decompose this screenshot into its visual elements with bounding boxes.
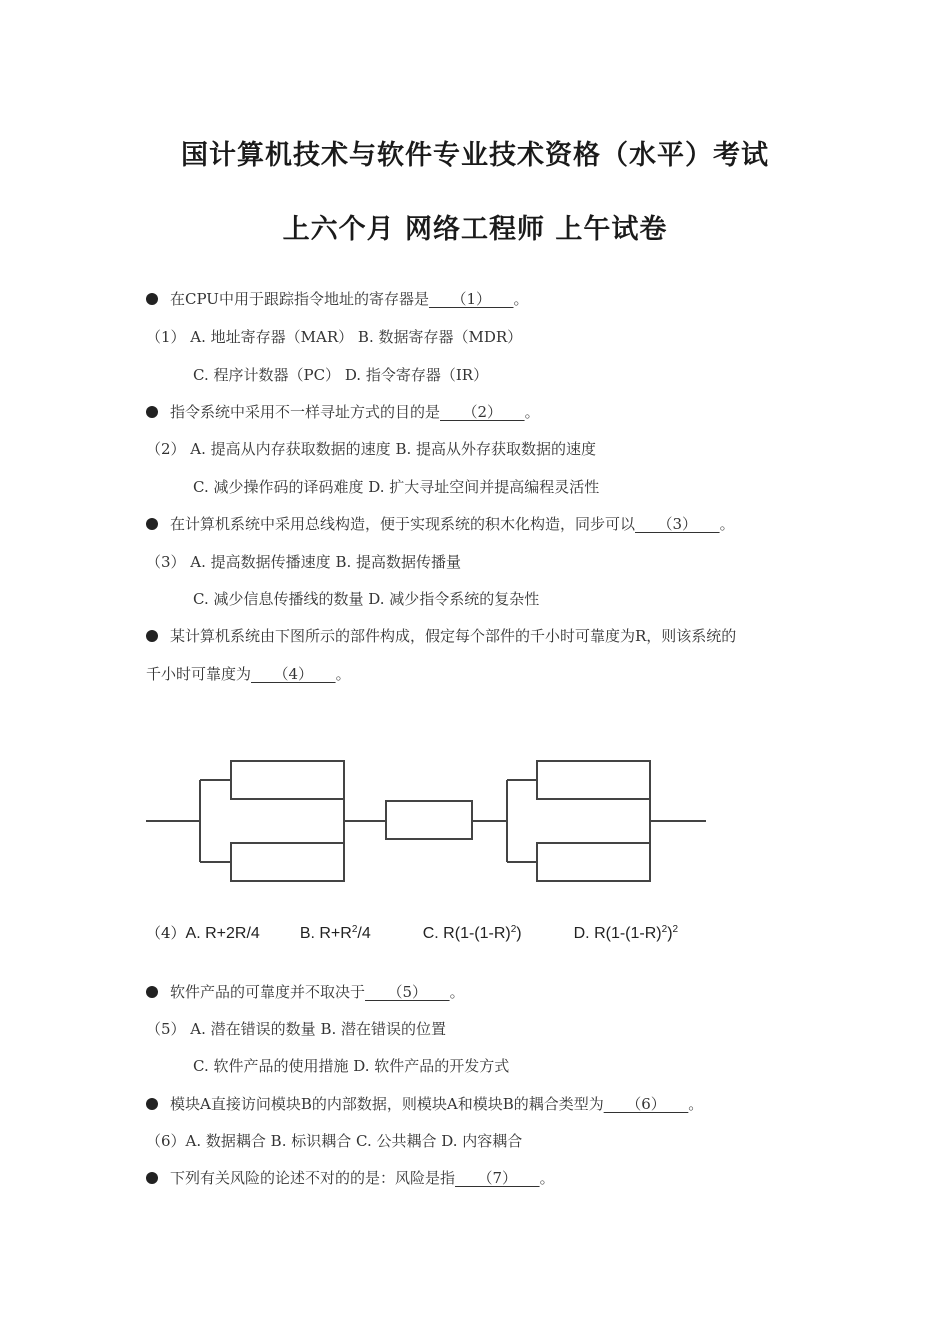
question-5-end: 。	[449, 983, 465, 1001]
question-2	[146, 401, 540, 422]
answer-blank-4: ___（4）___	[251, 665, 336, 683]
question-7	[146, 1167, 555, 1188]
option-d-exponent-inner: 2	[661, 923, 668, 935]
question-3-options-ab: （3） A. 提高数据传播速度 B. 提高数据传播量	[146, 553, 462, 571]
exam-title: 国计算机技术与软件专业技术资格（水平）考试	[181, 140, 769, 171]
question-1	[146, 288, 529, 309]
bullet-icon	[146, 406, 158, 418]
question-7-end: 。	[539, 1169, 555, 1187]
component-box-left-bottom	[231, 843, 344, 881]
exam-subtitle: 上六个月 网络工程师 上午试卷	[282, 214, 668, 245]
question-2-options-cd: C. 减少操作码的译码难度 D. 扩大寻址空间并提高编程灵活性	[193, 478, 600, 496]
question-4-stem-line2: 千小时可靠度为	[146, 665, 252, 683]
question-4-stem-line1: 某计算机系统由下图所示的部件构成，假定每个部件的千小时可靠度为R，则该系统的	[170, 627, 737, 645]
question-6-end: 。	[688, 1095, 704, 1113]
question-5-stem: 软件产品的可靠度并不取决于	[170, 983, 366, 1001]
question-3-options-cd: C. 减少信息传播线的数量 D. 减少指令系统的复杂性	[193, 590, 540, 608]
answer-blank-5: ___（5）___	[365, 983, 450, 1001]
question-1-end: 。	[513, 290, 529, 308]
answer-blank-6: ___（6）___	[603, 1095, 689, 1113]
question-4-label: （4）	[146, 924, 186, 942]
bullet-icon	[146, 1172, 158, 1184]
question-7-stem: 下列有关风险的论述不对的的是：风险是指	[170, 1169, 456, 1187]
question-1-stem: 在CPU中用于跟踪指令地址的寄存器是	[170, 290, 429, 308]
bullet-icon	[146, 1098, 158, 1110]
bullet-icon	[146, 986, 158, 998]
answer-blank-7: ___（7）___	[455, 1169, 540, 1187]
question-3-stem: 在计算机系统中采用总线构造，便于实现系统的积木化构造，同步可以	[170, 515, 636, 533]
question-2-end: 。	[524, 403, 540, 421]
question-1-options-ab: （1） A. 地址寄存器（MAR） B. 数据寄存器（MDR）	[146, 328, 523, 346]
bullet-icon	[146, 293, 158, 305]
option-d-paren: )	[667, 925, 673, 942]
question-2-options-ab: （2） A. 提高从内存获取数据的速度 B. 提高从外存获取数据的速度	[146, 440, 597, 458]
option-c-text: C. R(1-(1-R)	[422, 925, 511, 942]
component-box-left-top	[231, 761, 344, 799]
bullet-icon	[146, 518, 158, 530]
component-box-middle	[386, 801, 472, 839]
answer-blank-2: ___（2）___	[440, 403, 525, 421]
answer-blank-1: ___（1）___	[428, 290, 514, 308]
answer-blank-3: ___（3）___	[635, 515, 720, 533]
question-6	[146, 1093, 703, 1114]
option-c-exponent: 2	[510, 923, 517, 935]
option-a: A. R+2R/4	[185, 925, 260, 942]
question-5-options-cd: C. 软件产品的使用措施 D. 软件产品的开发方式	[193, 1057, 510, 1075]
question-5-options-ab: （5） A. 潜在错误的数量 B. 潜在错误的位置	[146, 1020, 447, 1038]
option-b	[300, 924, 371, 943]
component-box-right-top	[537, 761, 650, 799]
question-4-options	[146, 922, 678, 943]
bullet-icon	[146, 630, 158, 642]
question-6-options: （6）A. 数据耦合 B. 标识耦合 C. 公共耦合 D. 内容耦合	[146, 1132, 523, 1150]
option-d-text: D. R(1-(1-R)	[573, 925, 662, 942]
question-2-stem: 指令系统中采用不一样寻址方式的目的是	[170, 403, 441, 421]
reliability-block-diagram	[140, 745, 715, 895]
question-3-end: 。	[719, 515, 735, 533]
option-d	[574, 924, 678, 943]
question-4-line2	[146, 663, 351, 684]
question-4-end: 。	[335, 665, 351, 683]
option-c	[423, 924, 522, 943]
option-b-text: B. R+R	[299, 925, 352, 942]
question-3	[146, 513, 735, 534]
question-4	[146, 625, 736, 646]
option-d-exponent-outer: 2	[672, 923, 679, 935]
question-5	[146, 981, 465, 1002]
question-6-stem: 模块A直接访问模块B的内部数据，则模块A和模块B的耦合类型为	[170, 1095, 604, 1113]
option-c-tail: )	[516, 925, 522, 942]
component-box-right-bottom	[537, 843, 650, 881]
question-1-options-cd: C. 程序计数器（PC） D. 指令寄存器（IR）	[193, 366, 489, 384]
option-b-tail: /4	[357, 925, 371, 942]
option-b-exponent: 2	[351, 923, 358, 935]
